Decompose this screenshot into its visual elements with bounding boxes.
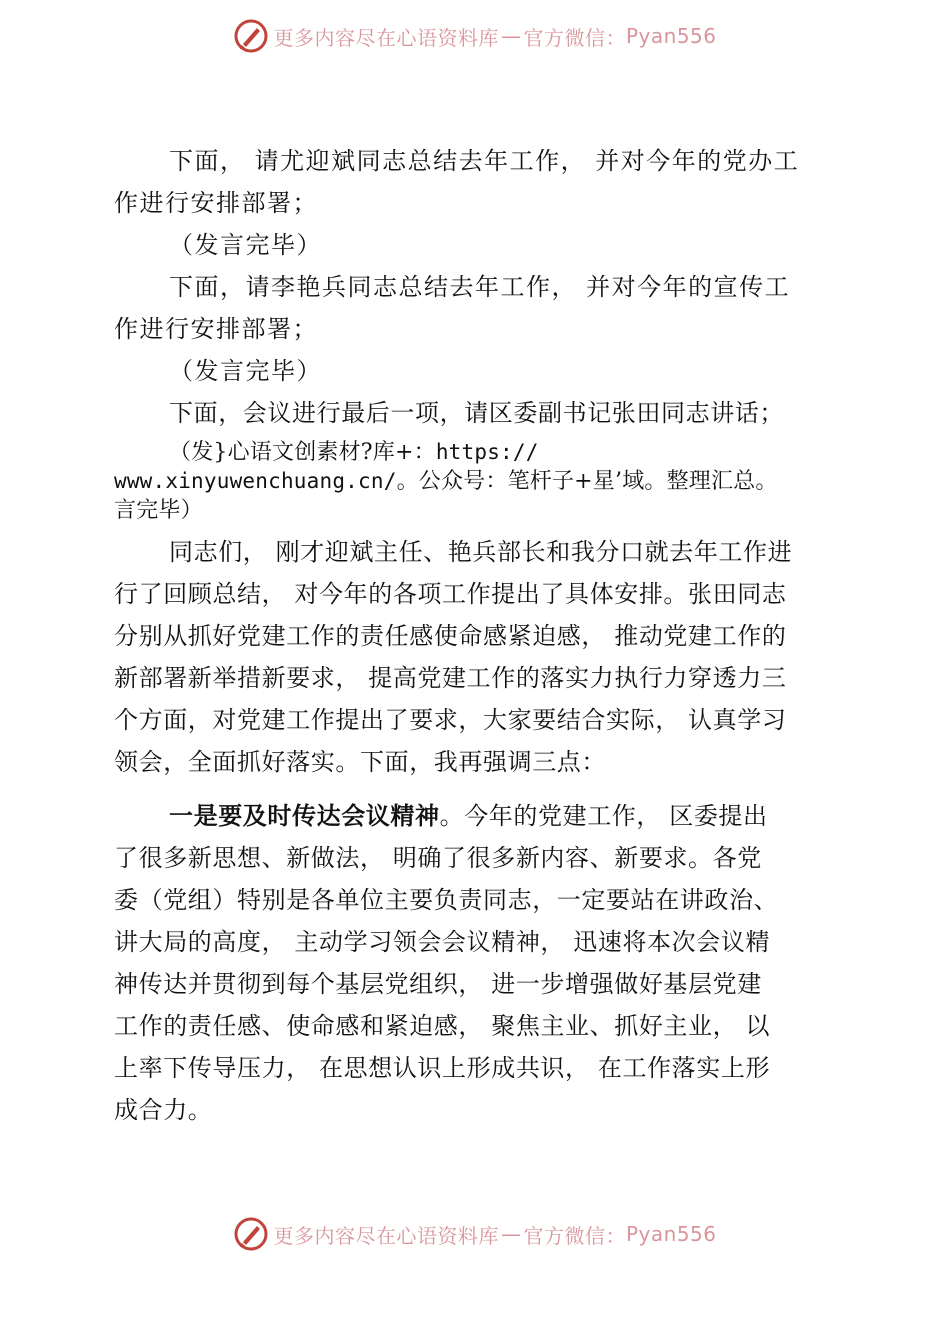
paragraph-6-prefix: （发}心语文创素材?库+： <box>169 440 436 465</box>
paragraph-3-cont: 作进行安排部署； <box>114 315 318 343</box>
header-separator: — <box>500 24 522 48</box>
paragraph-1: 下面， 请尤迎斌同志总结去年工作， 并对今年的党办工 <box>169 147 800 175</box>
paragraph-8-line-1 <box>114 795 838 837</box>
header-wechat-label: 官方微信： <box>523 25 626 50</box>
header-handle: Pyan556 <box>625 24 717 48</box>
footer-text: 更多内容尽在心语资料库 <box>273 1223 499 1248</box>
paragraph-8-line-5: 神传达并贯彻到每个基层党组织， 进一步增强做好基层党建 <box>114 970 762 998</box>
paragraph-8-line-3: 委（党组）特别是各单位主要负责同志，一定要站在讲政治、 <box>114 886 779 914</box>
paragraph-7-line-6: 领会，全面抓好落实。下面，我再强调三点： <box>114 748 606 776</box>
paragraph-7-line-4: 新部署新举措新要求， 提高党建工作的落实力执行力穿透力三 <box>114 664 787 692</box>
footer-watermark <box>0 1214 950 1254</box>
paragraph-8-line-4: 讲大局的高度， 主动学习领会会议精神， 迅速将本次会议精 <box>114 928 771 956</box>
paragraph-4: （发言完毕） <box>169 357 322 385</box>
pen-logo-icon <box>233 1216 269 1252</box>
footer-separator: — <box>500 1222 522 1246</box>
document-body <box>114 140 838 1131</box>
paragraph-6-suffix: 。公众号：笔杆子+星’域。整理汇总。 <box>396 469 778 494</box>
paragraph-6-url-part2: www.xinyuwenchuang.cn/ <box>114 469 397 493</box>
paragraph-6-end: 言完毕） <box>114 498 203 523</box>
footer-handle: Pyan556 <box>625 1222 717 1246</box>
paragraph-8-line-6: 工作的责任感、使命感和紧迫感， 聚焦主业、抓好主业， 以 <box>114 1012 771 1040</box>
paragraph-2: （发言完毕） <box>169 231 322 259</box>
paragraph-5: 下面，会议进行最后一项，请区委副书记张田同志讲话； <box>169 399 784 427</box>
point-one-heading: 一是要及时传达会议精神 <box>169 802 440 830</box>
paragraph-8-line-8: 成合力。 <box>114 1096 213 1124</box>
paragraph-6-url-part1: https:// <box>435 440 539 464</box>
paragraph-8-line-1-text: 。今年的党建工作， 区委提出 <box>439 802 768 830</box>
footer-wechat-label: 官方微信： <box>523 1223 626 1248</box>
paragraph-7-line-5: 个方面，对党建工作提出了要求，大家要结合实际， 认真学习 <box>114 706 787 734</box>
paragraph-8-line-7: 上率下传导压力， 在思想认识上形成共识， 在工作落实上形 <box>114 1054 771 1082</box>
paragraph-7-line-3: 分别从抓好党建工作的责任感使命感紧迫感， 推动党建工作的 <box>114 622 787 650</box>
paragraph-6 <box>114 438 838 525</box>
paragraph-3: 下面，请李艳兵同志总结去年工作， 并对今年的宣传工 <box>169 273 791 301</box>
pen-logo-icon <box>233 18 269 54</box>
paragraph-7-line-2: 行了回顾总结， 对今年的各项工作提出了具体安排。张田同志 <box>114 580 787 608</box>
paragraph-8-line-2: 了很多新思想、新做法， 明确了很多新内容、新要求。各党 <box>114 844 762 872</box>
header-text: 更多内容尽在心语资料库 <box>273 25 499 50</box>
paragraph-7-line-1: 同志们， 刚才迎斌主任、艳兵部长和我分口就去年工作进 <box>169 538 793 566</box>
header-watermark <box>0 16 950 56</box>
paragraph-1-cont: 作进行安排部署； <box>114 189 318 217</box>
